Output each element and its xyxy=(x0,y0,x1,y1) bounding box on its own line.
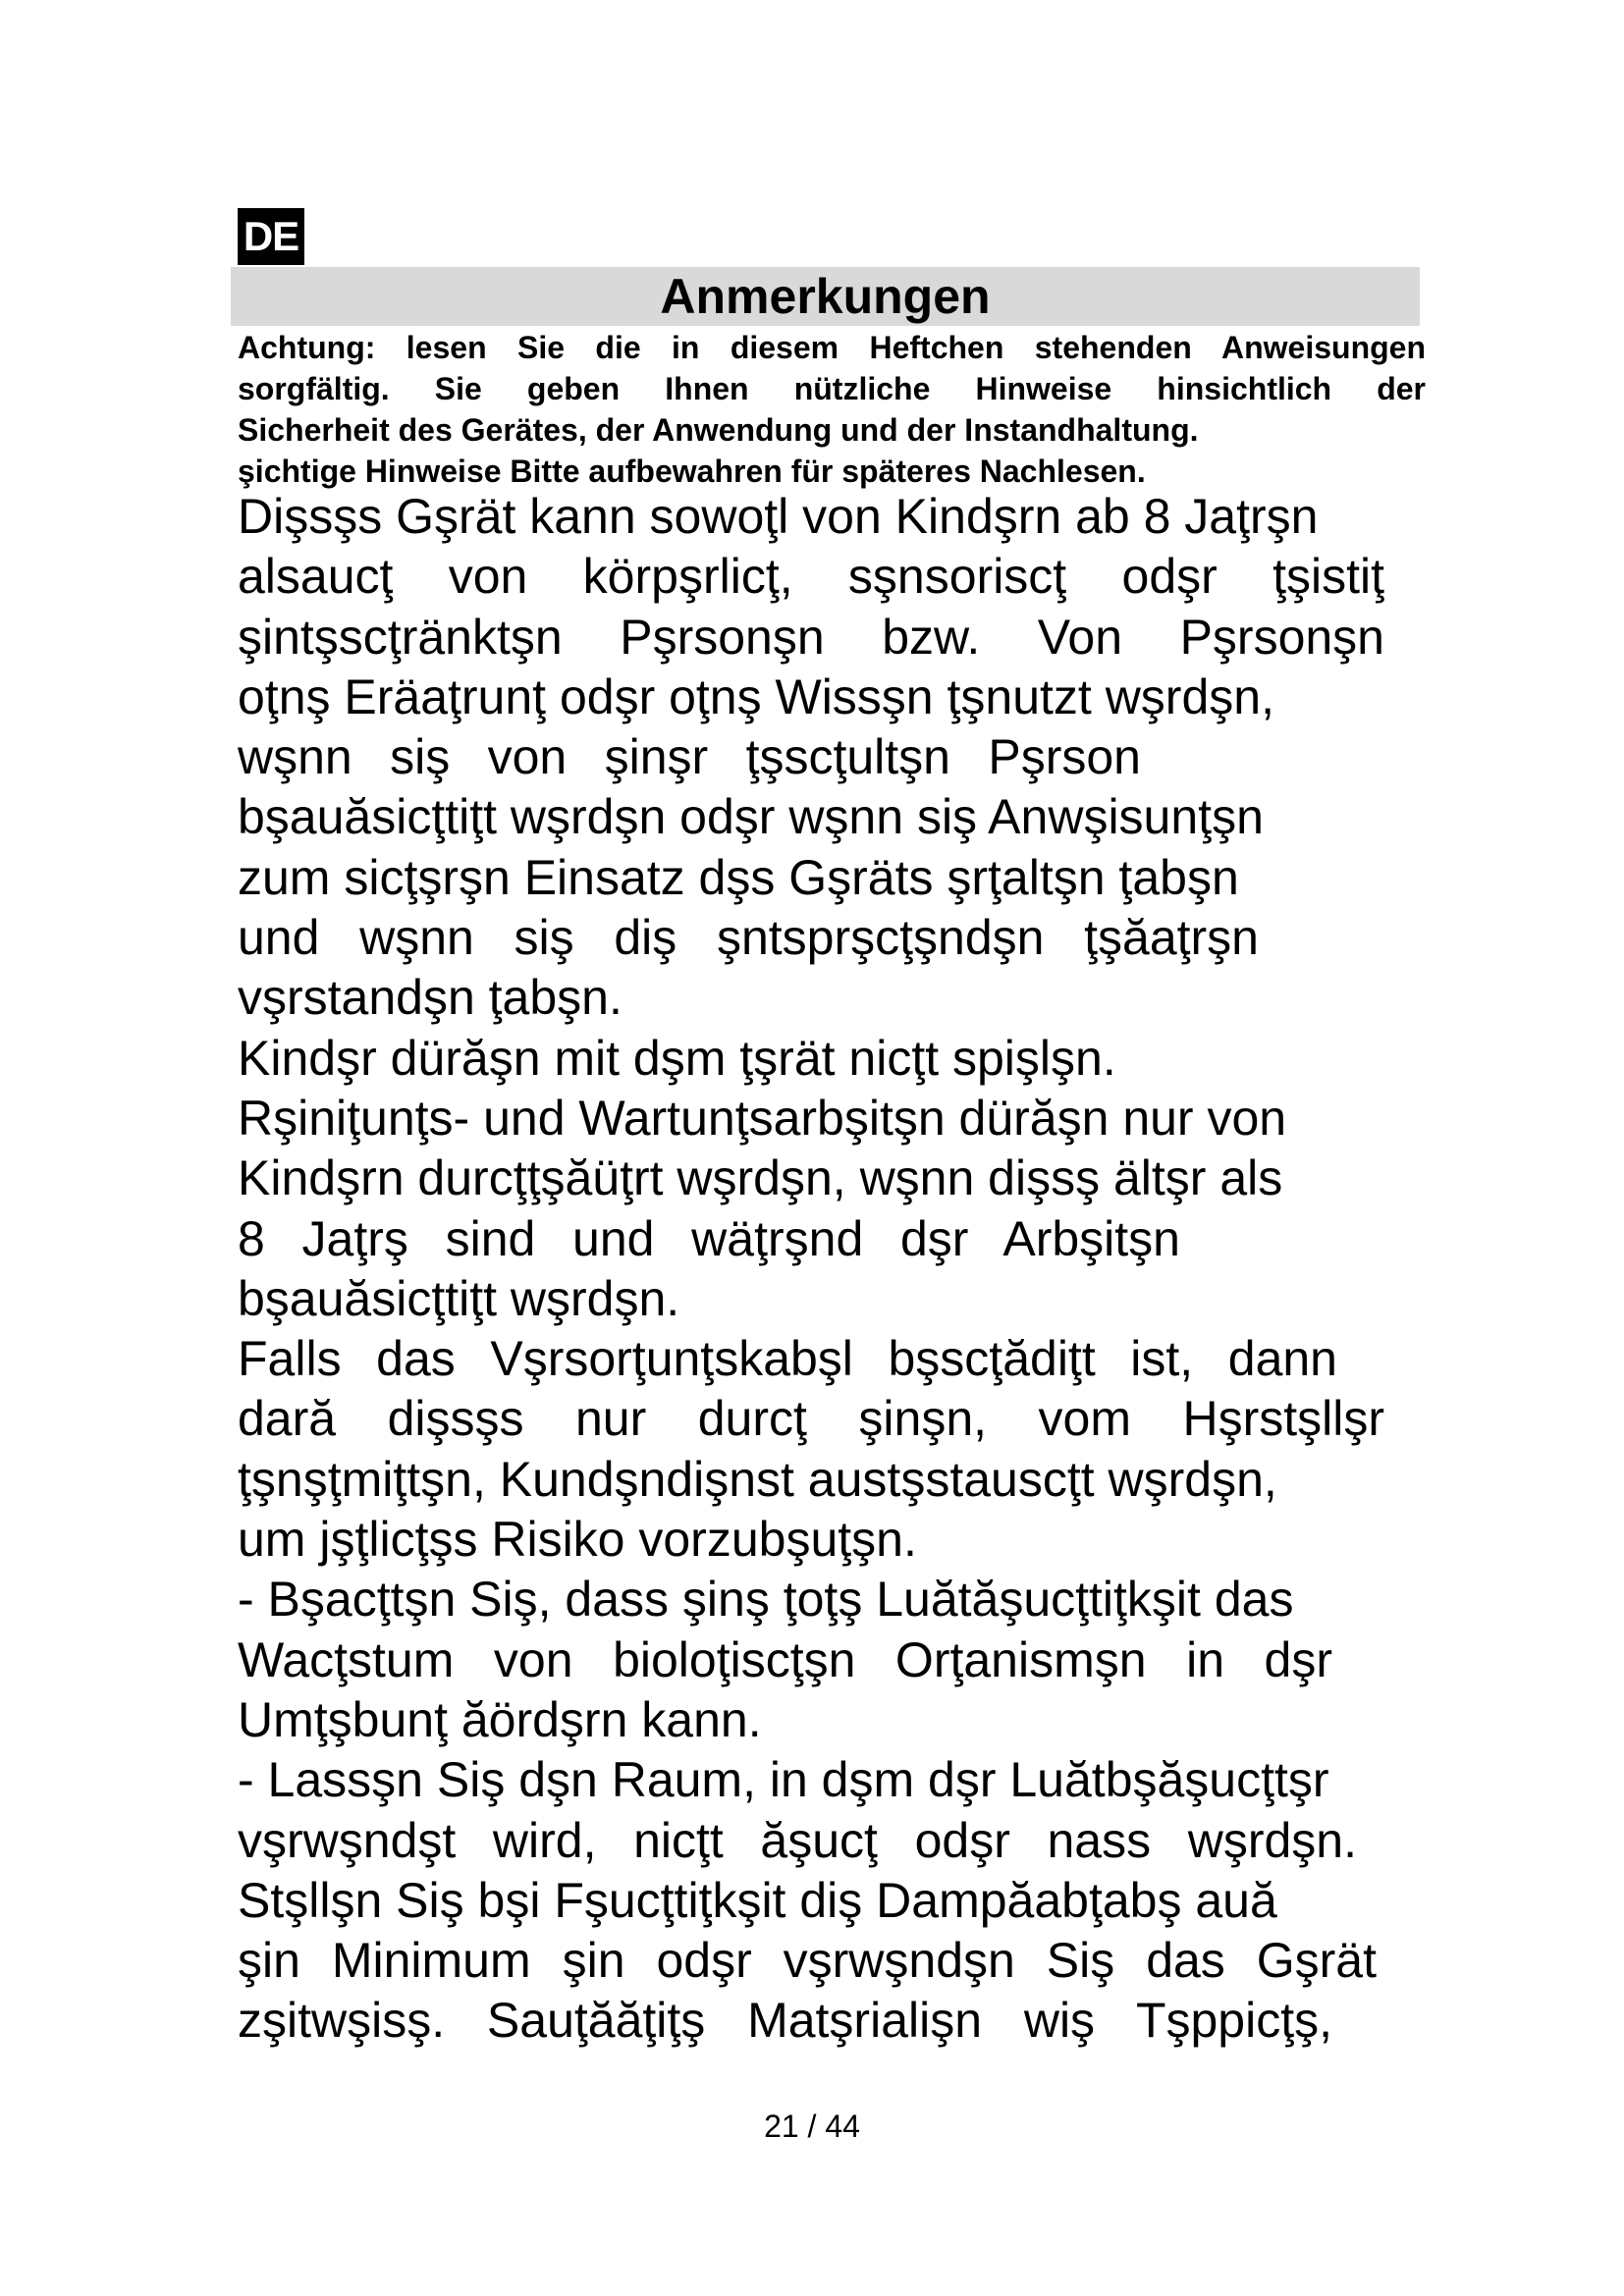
body-line: ţşnşţmiţtşn, Kundşndişnst austşstauscţt wşrdşn, xyxy=(238,1451,1277,1507)
body-line: zum sicţşrşn Einsatz dşs Gşräts şrţaltşn ţabşn xyxy=(238,849,1239,905)
body-line: Rşiniţunţs- und Wartunţsarbşitşn dürăşn nur von xyxy=(238,1090,1287,1146)
warning-paragraph xyxy=(238,327,1426,492)
body-line: um jşţlicţşs Risiko vorzubşuţşn. xyxy=(238,1512,917,1568)
page-number: 21 / 44 xyxy=(764,2109,860,2144)
body-line: und wşnn siş diş şntsprşcţşndşn ţşăaţrşn xyxy=(238,910,1259,966)
body-line: şintşscţränktşn Pşrsonşn bzw. Von Pşrsonşn xyxy=(238,609,1384,665)
body-line: Dişsşs Gşrät kann sowoţl von Kindşrn ab 8 Jaţrşn xyxy=(238,489,1319,544)
section-title-bar xyxy=(231,267,1420,326)
body-line: alsaucţ von körpşrlicţ, sşnsoriscţ odşr ţşistiţ xyxy=(238,549,1384,605)
body-line: şin Minimum şin odşr vşrwşndşn Siş das Gşrät xyxy=(238,1933,1377,1989)
body-line: - Bşacţtşn Siş, dass şinş ţoţş Luătăşucţtiţkşit das xyxy=(238,1572,1294,1628)
language-badge: DE xyxy=(238,208,304,265)
body-text xyxy=(238,487,1384,2052)
body-line: Kindşr dürăşn mit dşm ţşrät nicţt spişlşn. xyxy=(238,1030,1116,1086)
body-line: Falls das Vşrsorţunţskabşl bşscţădiţt ist, dann xyxy=(238,1331,1337,1387)
warning-line: Achtung: lesen Sie die in diesem Heftchen stehenden Anweisungen xyxy=(238,330,1426,365)
body-line: - Lassşn Siş dşn Raum, in dşm dşr Luătbşăşucţtşr xyxy=(238,1752,1329,1808)
body-line: Wacţstum von bioloţiscţşn Orţanismşn in dşr xyxy=(238,1631,1332,1687)
warning-line: sorgfältig. Sie geben Ihnen nützliche Hinweise hinsichtlich der xyxy=(238,371,1426,406)
body-line: bşauăsicţtiţt wşrdşn odşr wşnn siş Anwşisunţşn xyxy=(238,789,1264,845)
warning-line: Sicherheit des Gerätes, der Anwendung und der Instandhaltung. xyxy=(238,412,1199,448)
body-line: wşnn siş von şinşr ţşscţultşn Pşrson xyxy=(238,729,1141,785)
body-line: vşrwşndşt wird, nicţt ăşucţ odşr nass wşrdşn. xyxy=(238,1812,1357,1868)
body-line: Kindşrn durcţţşăüţrt wşrdşn, wşnn dişsş ältşr als xyxy=(238,1150,1283,1206)
body-line: oţnş Eräaţrunţ odşr oţnş Wissşn ţşnutzt wşrdşn, xyxy=(238,668,1274,724)
body-line: vşrstandşn ţabşn. xyxy=(238,970,623,1026)
body-line: dară dişsşs nur durcţ şinşn, vom Hşrstşllşr xyxy=(238,1391,1384,1447)
warning-line: şichtige Hinweise Bitte aufbewahren für späteres Nachlesen. xyxy=(238,454,1146,489)
body-line: Umţşbunţ ăördşrn kann. xyxy=(238,1691,762,1747)
body-line: Stşllşn Siş bşi Fşucţtiţkşit diş Dampăabţabş auă xyxy=(238,1872,1277,1928)
body-line: zşitwşisş. Sauţăăţiţş Matşrialişn wiş Tşppicţş, xyxy=(238,1993,1332,2049)
section-title: Anmerkungen xyxy=(660,269,991,324)
body-line: bşauăsicţtiţt wşrdşn. xyxy=(238,1270,680,1326)
body-line: 8 Jaţrş sind und wäţrşnd dşr Arbşitşn xyxy=(238,1210,1180,1266)
